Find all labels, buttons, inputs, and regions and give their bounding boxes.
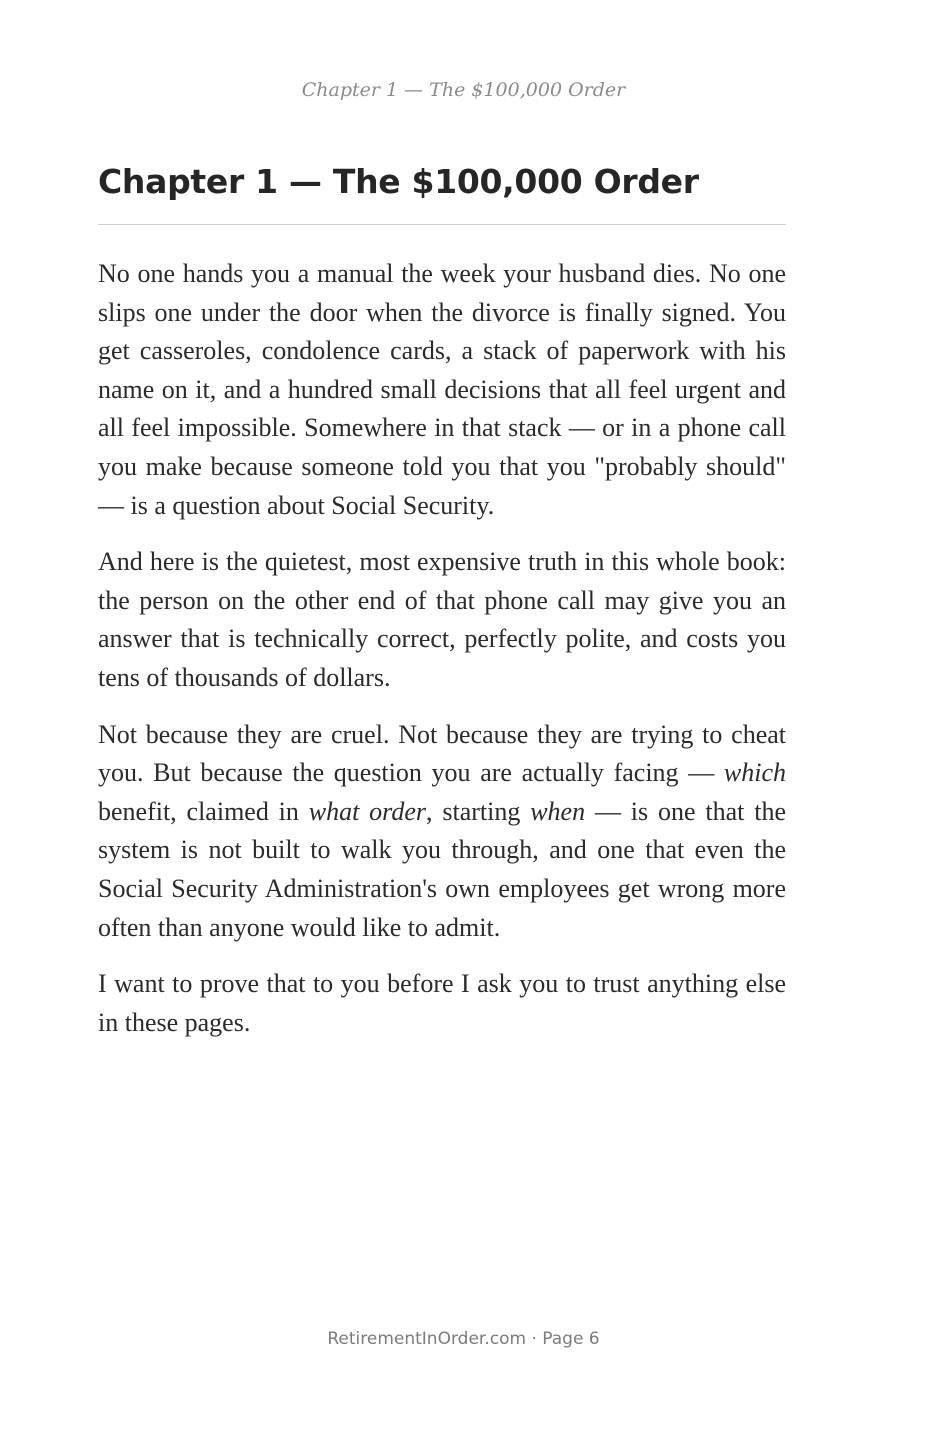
page-footer: RetirementInOrder.com · Page 6 [327,1329,600,1349]
running-header: Chapter 1 — The $100,000 Order [301,79,626,101]
paragraph-3-emphasis-which: which [723,758,786,788]
paragraph-3-text-1: Not because they are cruel. Not because they are trying to cheat you. But because the question you are actually facing — [98,719,786,788]
paragraph-4: I want to prove that to you before I ask you to trust anything else in these pages. [98,969,786,1037]
paragraph-3-text-3: , starting [426,796,531,826]
paragraph-2: And here is the quietest, most expensive truth in this whole book: the person on the other end of that phone call may give you an answer that is technically correct, perfectly polite, and costs you tens of thousands of dollars. [98,547,786,692]
paragraph-1: No one hands you a manual the week your husband dies. No one slips one under the door when the divorce is finally signed. You get casseroles, condolence cards, a stack of paperwork with his name on it, and a hundred small decisions that all feel urgent and all feel impossible. Somewhere in that stack — or in a phone call you make because someone told you that you "probably should" — is a question about Social Security. [98,259,786,520]
paragraph-3-emphasis-what-order: what order [308,796,426,826]
paragraph-3 [98,716,786,948]
chapter-title: Chapter 1 — The $100,000 Order [98,162,699,201]
paragraph-3-emphasis-when: when [530,796,586,826]
title-divider [98,224,786,225]
paragraph-3-text-2: benefit, claimed in [98,796,309,826]
page-content [98,158,786,1060]
paragraph-3-text-4: — is one that the system is not built to walk you through, and one that even the Social Security Administration's own employees get wrong more often than anyone would like to admit. [98,796,786,942]
